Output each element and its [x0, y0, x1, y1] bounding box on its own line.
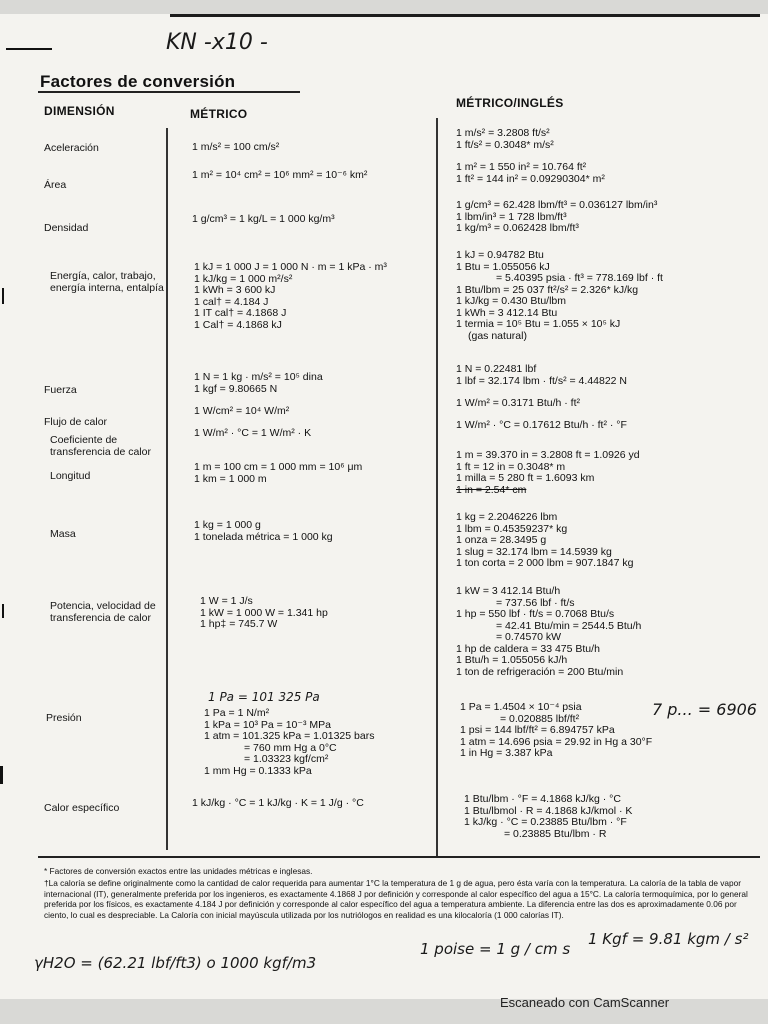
english-cell — [456, 586, 641, 678]
metric-line: 1 kPa = 10³ Pa = 10⁻³ MPa — [204, 718, 331, 731]
metric-cell — [194, 462, 362, 485]
english-line: 1 N = 0.22481 lbf — [456, 363, 537, 375]
english-line: 1 ton corta = 2 000 lbm = 907.1847 kg — [456, 557, 634, 569]
dimension-label: Presión — [46, 712, 82, 724]
top-border-line — [170, 14, 760, 17]
dimension-label: Calor específico — [44, 802, 120, 814]
english-line: 1 kJ/kg · °C = 0.23885 Btu/lbm · °F — [464, 816, 627, 828]
english-cell — [456, 128, 554, 151]
english-line: 1 Btu/lbm = 25 037 ft²/s² = 2.326* kJ/kg — [456, 283, 639, 296]
metric-cell — [194, 372, 323, 395]
column-divider-left — [166, 128, 168, 850]
english-line: 1 lbm/in³ = 1 728 lbm/ft³ — [456, 210, 567, 223]
page-title: Factores de conversión — [40, 72, 236, 91]
dimension-label: Fuerza — [44, 384, 77, 396]
header-metric: MÉTRICO — [190, 107, 248, 121]
metric-line: 1 hp‡ = 745.7 W — [200, 618, 278, 630]
metric-line: 1 m = 100 cm = 1 000 mm = 10⁶ μm — [194, 461, 363, 473]
english-line: (gas natural) — [468, 329, 527, 342]
scanned-page — [0, 14, 768, 999]
metric-line: 1 g/cm³ = 1 kg/L = 1 000 kg/m³ — [192, 213, 335, 225]
metric-line: 1 tonelada métrica = 1 000 kg — [194, 530, 333, 543]
metric-line: 1 kJ = 1 000 J = 1 000 N · m = 1 kPa · m³ — [194, 261, 387, 273]
english-line: 1 Btu/lbmol · R = 4.1868 kJ/kmol · K — [464, 804, 633, 817]
english-line: 1 kg/m³ = 0.062428 lbm/ft³ — [456, 222, 579, 234]
english-line: 1 m² = 1 550 in² = 10.764 ft² — [456, 161, 587, 173]
english-line: 1 m/s² = 3.2808 ft/s² — [456, 127, 550, 139]
english-cell — [460, 702, 652, 760]
english-line: 1 hp de caldera = 33 475 Btu/h — [456, 642, 600, 655]
english-cell — [456, 250, 663, 342]
english-line: = 737.56 lbf · ft/s — [496, 596, 575, 609]
english-line: 1 kJ/kg = 0.430 Btu/lbm — [456, 295, 567, 307]
handwritten-poise: 1 poise = 1 g / cm s — [420, 940, 571, 958]
table-bottom-rule — [38, 856, 760, 858]
english-line: 1 ft² = 144 in² = 0.09290304* m² — [456, 172, 605, 185]
english-line: = 0.74570 kW — [496, 631, 562, 643]
english-cell — [456, 450, 640, 496]
footnote-calorie: †La caloría se define originalmente como la cantidad de calor requerida para aumentar 1°C la temperatura de 1 g de agua, pero ésta varía con la temperatura. La caloría de la tabla de vapor internacional (IT), generalmente preferida por los ingenieros, es exactamente 4.1868 J por definición y corresponde al calor específico del agua a 15°C. La caloría termoquímica, por lo general preferida por los físicos, es exactamente 4.184 J por definición y corresponde al calor específico del agua a temperatura ambiente. La diferencia entre las dos es aproximadamente 0.06 por ciento, lo cual es despreciable. La Caloría con inicial mayúscula utilizada por los nutriólogos en realidad es una kilocaloría (1 000 calorías IT). — [44, 878, 748, 920]
metric-line: = 1.03323 kgf/cm² — [244, 753, 329, 765]
metric-line: 1 N = 1 kg · m/s² = 10⁵ dina — [194, 371, 323, 383]
english-cell — [456, 512, 633, 570]
dimension-label: Longitud — [50, 470, 91, 482]
english-line: 1 lbm = 0.45359237* kg — [456, 522, 568, 535]
dimension-label: Energía, calor, trabajo, energía interna, entalpía — [50, 270, 164, 294]
metric-line: 1 kWh = 3 600 kJ — [194, 284, 276, 296]
english-cell — [456, 398, 580, 410]
metric-line: 1 kJ/kg = 1 000 m²/s² — [194, 272, 293, 285]
english-line: 1 Pa = 1.4504 × 10⁻⁴ psia — [460, 701, 582, 713]
header-dimension: DIMENSIÓN — [44, 104, 115, 118]
handwritten-water-weight: γH2O = (62.21 lbf/ft3) o 1000 kgf/m3 — [34, 954, 317, 972]
english-line: 1 lbf = 32.174 lbm · ft/s² = 4.44822 N — [456, 374, 628, 387]
metric-cell — [204, 708, 374, 777]
english-line: 1 Btu/lbm · °F = 4.1868 kJ/kg · °C — [464, 793, 621, 805]
english-line: 1 W/m² = 0.3171 Btu/h · ft² — [456, 397, 581, 409]
metric-line: 1 kgf = 9.80665 N — [194, 382, 278, 395]
english-line: = 0.23885 Btu/lbm · R — [504, 827, 607, 840]
english-line: 1 in = 2.54* cm — [456, 483, 527, 496]
metric-line: 1 kW = 1 000 W = 1.341 hp — [200, 606, 328, 619]
handwritten-dash — [6, 48, 52, 50]
handwritten-right-note: 7 p... = 6906 — [652, 700, 757, 719]
metric-line: 1 W/m² · °C = 1 W/m² · K — [194, 427, 312, 439]
metric-cell — [194, 262, 387, 331]
metric-line: 1 kJ/kg · °C = 1 kJ/kg · K = 1 J/g · °C — [192, 797, 364, 809]
dimension-label: Masa — [50, 528, 76, 540]
english-line: 1 ft/s² = 0.3048* m/s² — [456, 138, 554, 151]
metric-cell — [194, 520, 333, 543]
header-metric-english: MÉTRICO/INGLÉS — [456, 96, 564, 110]
metric-line: 1 Cal† = 4.1868 kJ — [194, 318, 282, 331]
english-line: 1 atm = 14.696 psia = 29.92 in Hg a 30°F — [460, 735, 653, 748]
metric-cell — [192, 798, 364, 810]
english-line: = 5.40395 psia · ft³ = 778.169 lbf · ft — [496, 272, 663, 284]
metric-line: = 760 mm Hg a 0°C — [244, 741, 337, 754]
title-underline — [38, 91, 300, 93]
metric-line: 1 W/cm² = 10⁴ W/m² — [194, 405, 290, 417]
metric-line: 1 mm Hg = 0.1333 kPa — [204, 764, 312, 777]
english-line: = 0.020885 lbf/ft² — [500, 712, 580, 725]
handwritten-top-note: KN -x10 - — [166, 30, 268, 55]
metric-cell — [200, 596, 328, 631]
scanner-watermark: Escaneado con CamScanner — [500, 995, 670, 1010]
dimension-label: Densidad — [44, 222, 89, 234]
dimension-label: Potencia, velocidad de transferencia de calor — [50, 600, 156, 624]
metric-line: 1 kg = 1 000 g — [194, 519, 261, 531]
english-line: 1 kW = 3 412.14 Btu/h — [456, 585, 561, 597]
footnote-exact: * Factores de conversión exactos entre las unidades métricas e inglesas. — [44, 866, 313, 876]
english-cell — [456, 364, 627, 387]
metric-cell — [194, 406, 289, 418]
english-cell — [456, 420, 627, 432]
margin-tick — [2, 604, 4, 618]
metric-line: 1 Pa = 1 N/m² — [204, 707, 270, 719]
metric-line: 1 m/s² = 100 cm/s² — [192, 141, 280, 153]
metric-line: 1 IT cal† = 4.1868 J — [194, 307, 287, 319]
english-line: 1 W/m² · °C = 0.17612 Btu/h · ft² · °F — [456, 419, 627, 431]
english-line: 1 Btu/h = 1.055056 kJ/h — [456, 654, 568, 666]
metric-line: 1 km = 1 000 m — [194, 472, 267, 485]
english-line: 1 kg = 2.2046226 lbm — [456, 511, 558, 523]
english-cell — [464, 794, 632, 840]
english-line: 1 psi = 144 lbf/ft² = 6.894757 kPa — [460, 724, 615, 736]
english-line: 1 milla = 5 280 ft = 1.6093 km — [456, 472, 595, 484]
english-line: 1 slug = 32.174 lbm = 14.5939 kg — [456, 545, 612, 558]
english-line: 1 hp = 550 lbf · ft/s = 0.7068 Btu/s — [456, 608, 615, 620]
english-line: 1 ton de refrigeración = 200 Btu/min — [456, 665, 624, 678]
column-divider-right — [436, 118, 438, 858]
metric-cell — [192, 170, 367, 182]
english-cell — [456, 162, 605, 185]
dimension-label: Aceleración — [44, 142, 99, 154]
footnotes — [44, 866, 759, 922]
metric-line: 1 W = 1 J/s — [200, 595, 253, 607]
metric-line: 1 m² = 10⁴ cm² = 10⁶ mm² = 10⁻⁶ km² — [192, 169, 368, 181]
margin-tick — [2, 288, 4, 304]
metric-cell — [192, 214, 335, 226]
english-line: 1 ft = 12 in = 0.3048* m — [456, 460, 566, 473]
english-line: = 42.41 Btu/min = 2544.5 Btu/h — [496, 619, 642, 632]
english-line: 1 kWh = 3 412.14 Btu — [456, 306, 558, 319]
margin-tick — [0, 766, 3, 784]
english-line: 1 kJ = 0.94782 Btu — [456, 249, 544, 261]
metric-cell — [192, 142, 279, 154]
english-line: 1 termia = 10⁵ Btu = 1.055 × 10⁵ kJ — [456, 318, 621, 330]
metric-cell — [194, 428, 311, 440]
metric-line: 1 atm = 101.325 kPa = 1.01325 bars — [204, 730, 375, 742]
dimension-label: Área — [44, 179, 67, 191]
english-line: 1 onza = 28.3495 g — [456, 534, 547, 546]
english-line: 1 g/cm³ = 62.428 lbm/ft³ = 0.036127 lbm/in³ — [456, 199, 658, 211]
english-line: 1 m = 39.370 in = 3.2808 ft = 1.0926 yd — [456, 449, 640, 461]
metric-line: 1 cal† = 4.184 J — [194, 295, 269, 308]
english-line: 1 Btu = 1.055056 kJ — [456, 260, 550, 273]
dimension-label: Flujo de calor — [44, 416, 108, 428]
english-line: 1 in Hg = 3.387 kPa — [460, 747, 553, 759]
dimension-label: Coeficiente de transferencia de calor — [50, 434, 151, 458]
handwritten-kgf: 1 Kgf = 9.81 kgm / s² — [588, 930, 749, 948]
handwritten-pa-note: 1 Pa = 101 325 Pa — [208, 690, 320, 704]
english-cell — [456, 200, 657, 235]
